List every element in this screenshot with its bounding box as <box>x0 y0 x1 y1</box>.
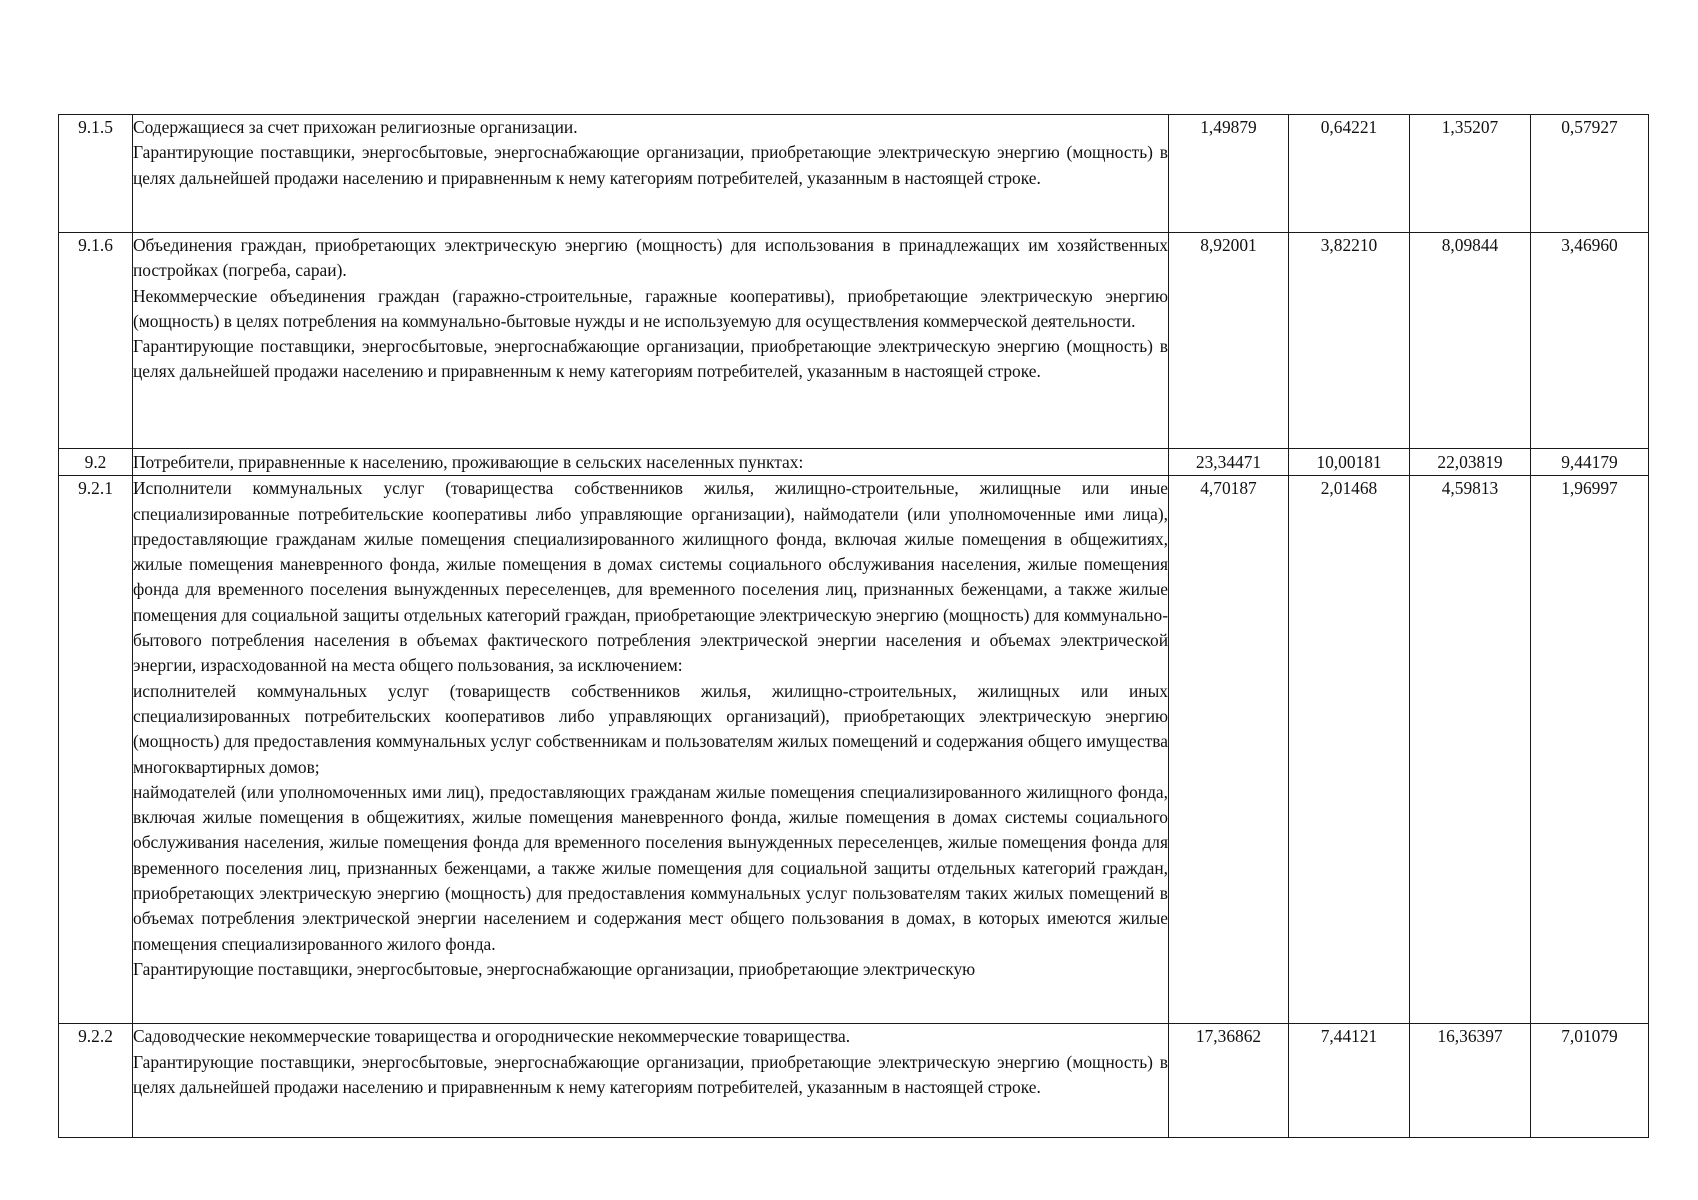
value-cell: 0,64221 <box>1289 115 1410 233</box>
value-cell: 2,01468 <box>1289 476 1410 1024</box>
value-cell: 4,59813 <box>1410 476 1531 1024</box>
value-cell: 7,01079 <box>1531 1024 1649 1138</box>
row-description <box>133 1024 1169 1138</box>
paragraph: наймодателей (или уполномоченных ими лиц), предоставляющих гражданам жилые помещения специализированного жилищного фонда, включая жилые помещения в общежитиях, жилые помещения маневренного фонда, жилые помещения в домах системы социального обслуживания населения, жилые помещения фонда для временного поселения вынужденных переселенцев, жилые помещения фонда для временного поселения лиц, признанных беженцами, а также жилые помещения для социальной защиты отдельных категорий граждан, приобретающих электрическую энергию (мощность) для предоставления коммунальных услуг пользователям таких жилых помещений в объемах потребления электрической энергии населением и содержания мест общего пользования в домах, в которых имеются жилые помещения специализированного жилого фонда. <box>133 781 1168 954</box>
row-number: 9.2 <box>59 449 133 476</box>
value-cell: 16,36397 <box>1410 1024 1531 1138</box>
table-row <box>59 115 1649 233</box>
paragraph: Содержащиеся за счет прихожан религиозные организации. <box>133 117 578 137</box>
value-cell: 10,00181 <box>1289 449 1410 476</box>
paragraph: Исполнители коммунальных услуг (товарищества собственников жилья, жилищно-строительные, жилищные или иные специализированные потребительские кооперативы либо управляющие организации), наймодатели (или уполномоченные ими лица), предоставляющие гражданам жилые помещения специализированного жилищного фонда, включая жилые помещения в общежитиях, жилые помещения маневренного фонда, жилые помещения в домах системы социального обслуживания населения, жилые помещения фонда для временного поселения вынужденных переселенцев, для временного поселения лиц, признанных беженцами, а также жилые помещения для социальной защиты отдельных категорий граждан, приобретающие электрическую энергию (мощность) для коммунально-бытового потребления населения в объемах фактического потребления электрической энергии населения и объемах электрической энергии, израсходованной на места общего пользования, за исключением: <box>133 478 1168 676</box>
row-description <box>133 476 1169 1024</box>
paragraph: Объединения граждан, приобретающих электрическую энергию (мощность) для использования в принадлежащих им хозяйственных постройках (погреба, сараи). <box>133 235 1168 281</box>
value-cell: 0,57927 <box>1531 115 1649 233</box>
table-row <box>59 1024 1649 1138</box>
table-row <box>59 233 1649 449</box>
paragraph: Некоммерческие объединения граждан (гаражно-строительные, гаражные кооперативы), приобретающие электрическую энергию (мощность) в целях потребления на коммунально-бытовые нужды и не используемую для осуществления коммерческой деятельности. <box>133 285 1168 331</box>
paragraph: исполнителей коммунальных услуг (товариществ собственников жилья, жилищно-строительных, жилищных или иных специализированных потребительских кооперативов либо управляющих организаций), приобретающих электрическую энергию (мощность) для предоставления коммунальных услуг собственникам и пользователям жилых помещений и содержания общего имущества многоквартирных домов; <box>133 680 1168 777</box>
row-number: 9.2.1 <box>59 476 133 1024</box>
value-cell: 8,92001 <box>1169 233 1289 449</box>
table-row <box>59 449 1649 476</box>
value-cell: 1,49879 <box>1169 115 1289 233</box>
value-cell: 3,46960 <box>1531 233 1649 449</box>
row-description <box>133 233 1169 449</box>
value-cell: 7,44121 <box>1289 1024 1410 1138</box>
paragraph: Гарантирующие поставщики, энергосбытовые, энергоснабжающие организации, приобретающие электрическую энергию (мощность) в целях дальнейшей продажи населению и приравненным к нему категориям потребителей, указанным в настоящей строке. <box>133 336 1168 382</box>
paragraph: Гарантирующие поставщики, энергосбытовые, энергоснабжающие организации, приобретающие электрическую энергию (мощность) в целях дальнейшей продажи населению и приравненным к нему категориям потребителей, указанным в настоящей строке. <box>133 142 1168 188</box>
value-cell: 4,70187 <box>1169 476 1289 1024</box>
table-row <box>59 476 1649 1024</box>
value-cell: 17,36862 <box>1169 1024 1289 1138</box>
value-cell: 22,03819 <box>1410 449 1531 476</box>
row-number: 9.2.2 <box>59 1024 133 1138</box>
tariff-table <box>58 114 1649 1138</box>
paragraph: Гарантирующие поставщики, энергосбытовые, энергоснабжающие организации, приобретающие электрическую энергию (мощность) в целях дальнейшей продажи населению и приравненным к нему категориям потребителей, указанным в настоящей строке. <box>133 1051 1168 1097</box>
value-cell: 3,82210 <box>1289 233 1410 449</box>
row-description <box>133 115 1169 233</box>
paragraph: Потребители, приравненные к населению, проживающие в сельских населенных пунктах: <box>133 452 804 472</box>
row-number: 9.1.5 <box>59 115 133 233</box>
paragraph: Гарантирующие поставщики, энергосбытовые, энергоснабжающие организации, приобретающие электрическую <box>133 958 976 979</box>
value-cell: 8,09844 <box>1410 233 1531 449</box>
value-cell: 23,34471 <box>1169 449 1289 476</box>
paragraph: Садоводческие некоммерческие товарищества и огороднические некоммерческие товарищества. <box>133 1026 851 1047</box>
row-description <box>133 449 1169 476</box>
row-number: 9.1.6 <box>59 233 133 449</box>
value-cell: 1,96997 <box>1531 476 1649 1024</box>
description-clip <box>133 476 1168 1018</box>
value-cell: 9,44179 <box>1531 449 1649 476</box>
value-cell: 1,35207 <box>1410 115 1531 233</box>
